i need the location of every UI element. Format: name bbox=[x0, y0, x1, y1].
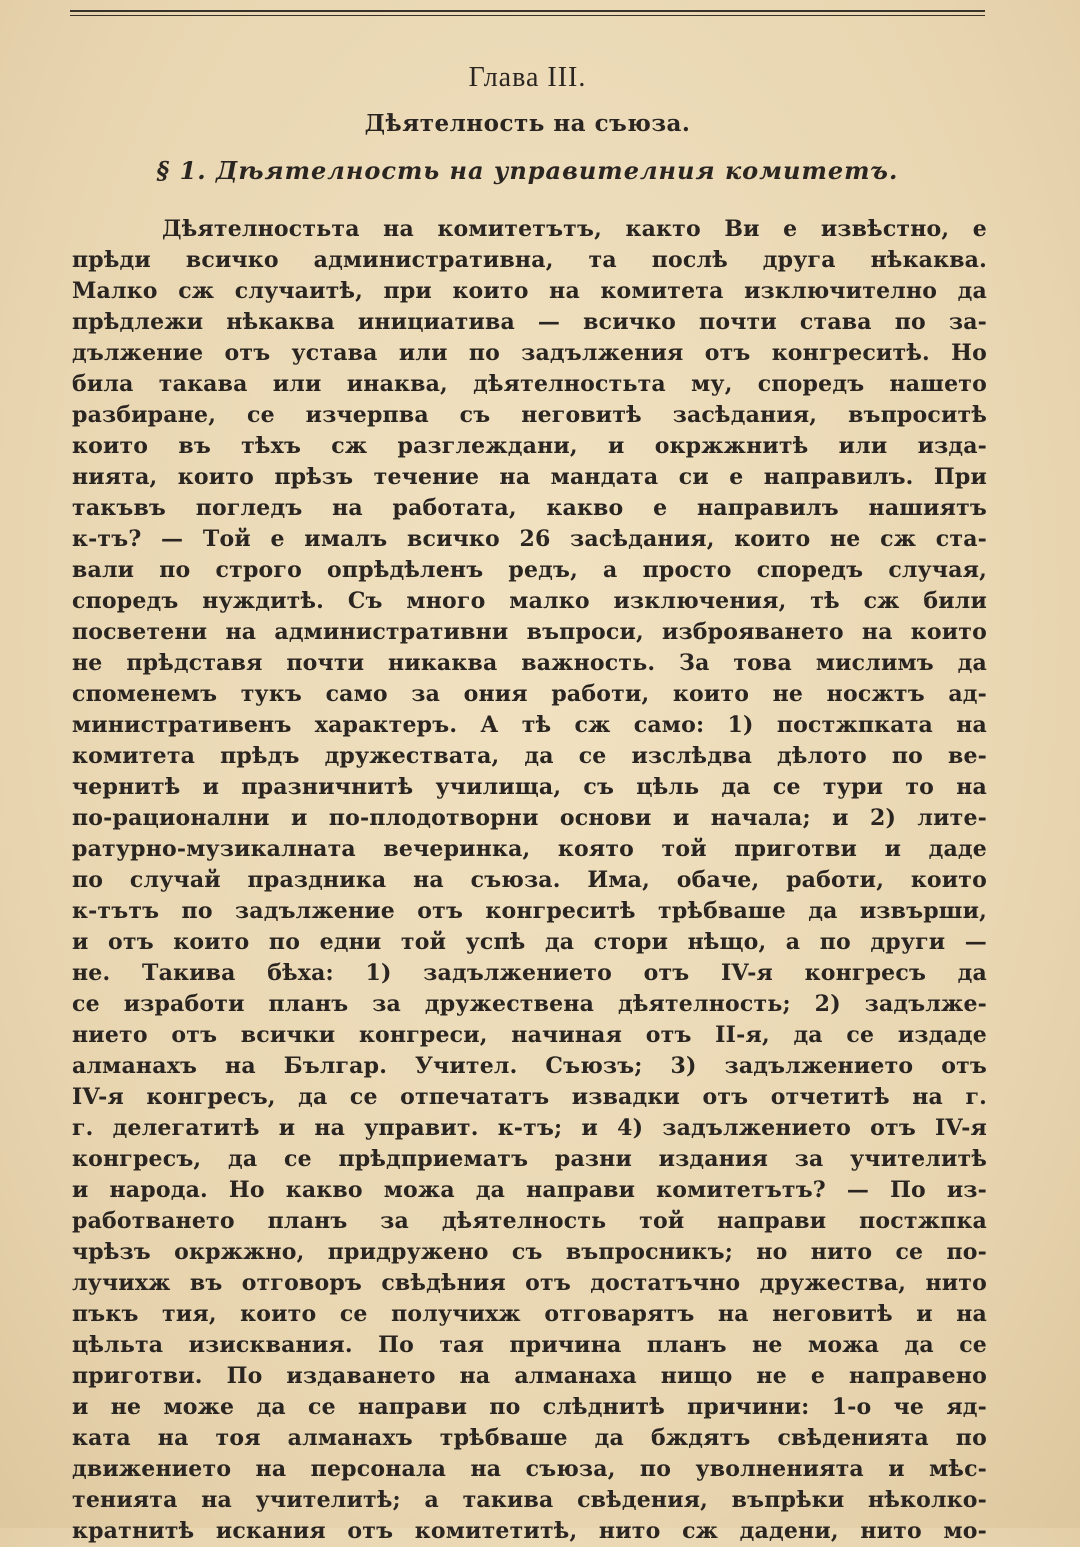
text-line: била такава или инаква, дѣятелностьта му, споредъ нашето bbox=[72, 371, 987, 397]
text-line: не прѣдставя почти никаква важность. За това мислимъ да bbox=[72, 650, 987, 676]
text-line: кратнитѣ искания отъ комитетитѣ, нито сж дадени, нито мо- bbox=[72, 1518, 987, 1544]
text-line: Дѣятелностьта на комитетътъ, както Ви е извѣстно, е bbox=[162, 216, 987, 242]
text-line: алманахъ на Българ. Учител. Съюзъ; 3) задължението отъ bbox=[72, 1053, 987, 1079]
subsection-title: § 1. Дѣятелность на управителния комитетъ. bbox=[156, 156, 899, 185]
text-line: споменемъ тукъ само за ония работи, които не носжтъ ад- bbox=[72, 681, 987, 707]
text-line: посветени на административни въпроси, изброяването на които bbox=[72, 619, 987, 645]
section-title: Дѣятелность на съюза. bbox=[364, 110, 691, 137]
text-line: и не може да се направи по слѣднитѣ причини: 1-о че яд- bbox=[72, 1394, 987, 1420]
text-line: пъкъ тия, които се получихж отговарятъ на неговитѣ и на bbox=[72, 1301, 987, 1327]
text-line: цѣльта изисквания. По тая причина планъ не можа да се bbox=[72, 1332, 987, 1358]
text-line: г. делегатитѣ и на управит. к-тъ; и 4) задължението отъ IV-я bbox=[72, 1115, 987, 1141]
text-line: и народа. Но какво можа да направи комитетътъ? — По из- bbox=[72, 1177, 987, 1203]
text-line: IV-я конгресъ, да се отпечататъ извадки отъ отчетитѣ на г. bbox=[72, 1084, 987, 1110]
text-line: прѣдлежи нѣкаква инициатива — всичко почти става по за- bbox=[72, 309, 987, 335]
top-rule bbox=[70, 10, 985, 12]
top-rule-thin bbox=[70, 15, 985, 16]
text-line: комитета прѣдъ дружествата, да се изслѣдва дѣлото по ве- bbox=[72, 743, 987, 769]
text-line: дължение отъ устава или по задължения отъ конгреситѣ. Но bbox=[72, 340, 987, 366]
text-line: които въ тѣхъ сж разглеждани, и окржжнитѣ или изда- bbox=[72, 433, 987, 459]
body-paragraph bbox=[72, 214, 987, 1547]
text-line: движението на персонала на съюза, по уволненията и мѣс- bbox=[72, 1456, 987, 1482]
text-line: Малко сж случаитѣ, при които на комитета изключително да bbox=[72, 278, 987, 304]
text-line: по случай праздника на съюза. Има, обаче, работи, които bbox=[72, 867, 987, 893]
text-line: нията, които прѣзъ течение на мандата си е направилъ. При bbox=[72, 464, 987, 490]
text-line: к-тъ? — Той е ималъ всичко 26 засѣдания, които не сж ста- bbox=[72, 526, 987, 552]
text-line: работването планъ за дѣятелность той направи постжпка bbox=[72, 1208, 987, 1234]
text-line: чрѣзъ окржжно, придружено съ въпросникъ; но нито се по- bbox=[72, 1239, 987, 1265]
text-line: прѣди всичко административна, та послѣ друга нѣкаква. bbox=[72, 247, 987, 273]
text-line: ратурно-музикалната вечеринка, която той приготви и даде bbox=[72, 836, 987, 862]
text-line: тенията на учителитѣ; а такива свѣдения, въпрѣки нѣколко- bbox=[72, 1487, 987, 1513]
text-line: нието отъ всички конгреси, начиная отъ II-я, да се издаде bbox=[72, 1022, 987, 1048]
text-line: конгресъ, да се прѣдприематъ разни издания за учителитѣ bbox=[72, 1146, 987, 1172]
text-line: споредъ нуждитѣ. Съ много малко изключения, тѣ сж били bbox=[72, 588, 987, 614]
text-line: не. Такива бѣха: 1) задължението отъ IV-я конгресъ да bbox=[72, 960, 987, 986]
chapter-header bbox=[70, 56, 985, 194]
text-line: вали по строго опрѣдѣленъ редъ, а просто споредъ случая, bbox=[72, 557, 987, 583]
text-line: такъвъ погледъ на работата, какво е направилъ нашиятъ bbox=[72, 495, 987, 521]
text-line: приготви. По издаването на алманаха нищо не е направено bbox=[72, 1363, 987, 1389]
text-line: и отъ които по едни той успѣ да стори нѣщо, а по други — bbox=[72, 929, 987, 955]
chapter-title: Глава III. bbox=[468, 62, 587, 93]
text-line: министративенъ характеръ. А тѣ сж само: 1) постжпката на bbox=[72, 712, 987, 738]
text-line: ката на тоя алманахъ трѣбваше да бждятъ свѣденията по bbox=[72, 1425, 987, 1451]
text-line: к-тътъ по задължение отъ конгреситѣ трѣбваше да извърши, bbox=[72, 898, 987, 924]
text-line: чернитѣ и празничнитѣ училища, съ цѣль да се тури то на bbox=[72, 774, 987, 800]
text-line: се изработи планъ за дружествена дѣятелность; 2) задълже- bbox=[72, 991, 987, 1017]
text-line: лучихж въ отговоръ свѣдѣния отъ достатъчно дружества, нито bbox=[72, 1270, 987, 1296]
text-line: разбиране, се изчерпва съ неговитѣ засѣдания, въпроситѣ bbox=[72, 402, 987, 428]
text-line: по-рационални и по-плодотворни основи и начала; и 2) лите- bbox=[72, 805, 987, 831]
